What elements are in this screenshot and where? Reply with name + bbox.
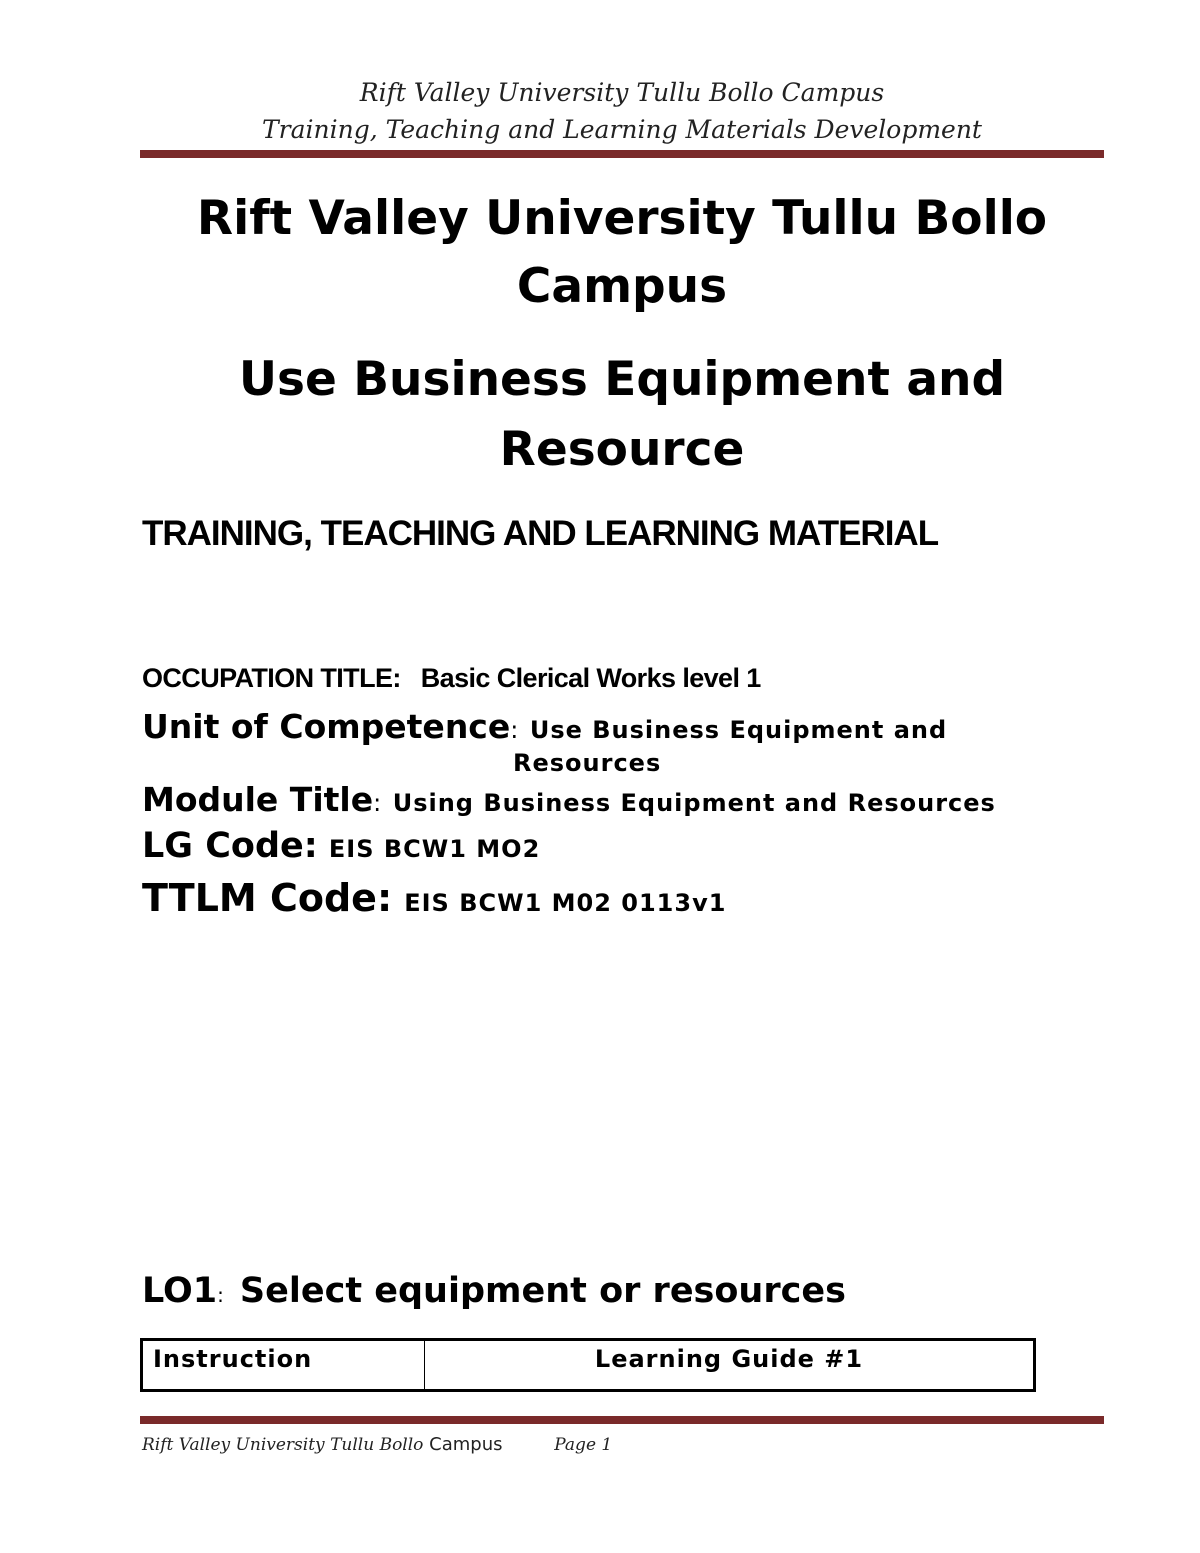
occupation-title-row xyxy=(142,663,761,694)
unit-label: Unit of Competence xyxy=(142,707,511,746)
module-separator: : xyxy=(373,789,383,817)
lo-label: LO1 xyxy=(142,1271,218,1311)
ttlm-code-label: TTLM Code: xyxy=(142,876,393,920)
university-title-line-1: Rift Valley University Tullu Bollo xyxy=(196,191,1048,246)
lg-code-row xyxy=(142,823,540,872)
learning-outcome-heading xyxy=(142,1268,846,1318)
module-label: Module Title xyxy=(142,780,374,819)
university-title-line-2: Campus xyxy=(516,259,728,314)
ttlm-code-row xyxy=(142,874,726,927)
unit-value: Use Business Equipment and xyxy=(529,716,948,744)
occupation-value: Basic Clerical Works level 1 xyxy=(420,663,761,693)
ttlm-code-value: EIS BCW1 M02 0113v1 xyxy=(404,889,727,917)
header-line-2: Training, Teaching and Learning Materials Development xyxy=(262,115,982,144)
module-value: Using Business Equipment and Resources xyxy=(392,789,996,817)
unit-separator: : xyxy=(510,716,520,744)
table-cell-learning-guide: Learning Guide #1 xyxy=(594,1345,864,1373)
lg-code-value: EIS BCW1 MO2 xyxy=(328,835,541,863)
lo-text: Select equipment or resources xyxy=(239,1271,846,1311)
footer-university: Rift Valley University Tullu Bollo xyxy=(142,1435,424,1455)
module-heading-line-1: Use Business Equipment and xyxy=(238,352,1006,407)
table-cell-instruction: Instruction xyxy=(143,1341,425,1389)
footer-campus: Campus xyxy=(429,1434,503,1455)
material-type-heading: TRAINING, TEACHING AND LEARNING MATERIAL xyxy=(142,514,939,553)
occupation-label: OCCUPATION TITLE: xyxy=(142,663,401,693)
header-rule xyxy=(140,150,1104,158)
lg-code-label: LG Code: xyxy=(142,826,318,866)
header-line-1: Rift Valley University Tullu Bollo Campus xyxy=(359,78,885,107)
module-heading-line-2: Resource xyxy=(499,422,745,477)
page-number: Page 1 xyxy=(554,1435,613,1455)
learning-guide-table xyxy=(140,1338,1036,1392)
university-title xyxy=(140,185,1104,321)
unit-of-competence-row xyxy=(142,706,947,751)
page-header xyxy=(140,74,1104,148)
module-title-row xyxy=(142,778,996,825)
footer-rule xyxy=(140,1416,1104,1424)
module-heading xyxy=(140,345,1104,485)
page-footer xyxy=(142,1434,612,1455)
lo-separator: : xyxy=(217,1283,224,1307)
unit-value-continued: Resources xyxy=(513,749,662,777)
